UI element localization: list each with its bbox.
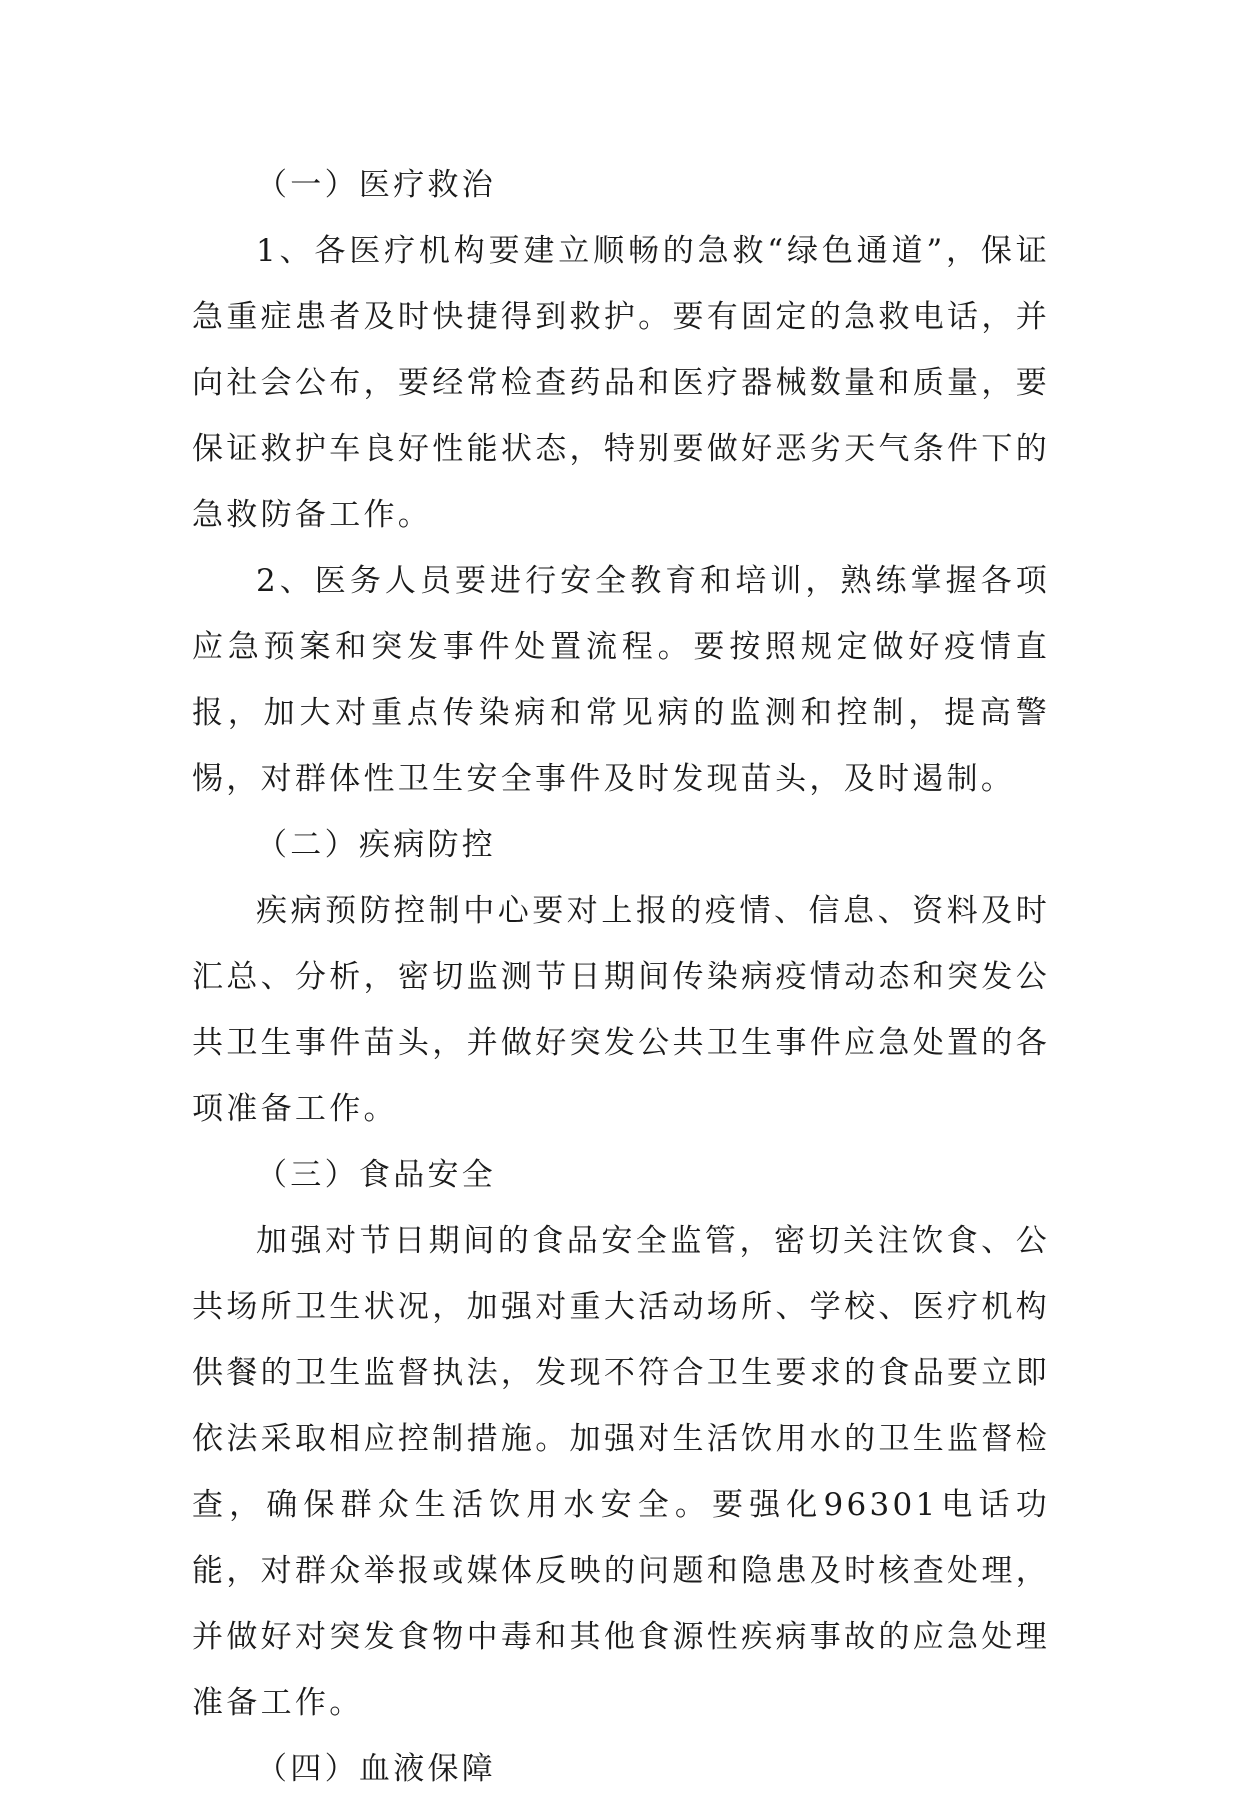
section-heading-disease-control: （二）疾病防控 (256, 827, 497, 863)
paragraph-staff-training: 2、医务人员要进行安全教育和培训，熟练掌握各项应急预案和突发事件处置流程。要按照规定做好疫情直报，加大对重点传染病和常见病的监测和控制，提高警惕，对群体性卫生安全事件及时发现苗头，及时遏制。 (192, 563, 1050, 797)
paragraph-emergency-channel: 1、各医疗机构要建立顺畅的急救“绿色通道”，保证急重症患者及时快捷得到救护。要有固定的急救电话，并向社会公布，要经常检查药品和医疗器械数量和质量，要保证救护车良好性能状态，特别要做好恶劣天气条件下的急救防备工作。 (192, 233, 1050, 533)
paragraph-food-supervision: 加强对节日期间的食品安全监管，密切关注饮食、公共场所卫生状况，加强对重大活动场所、学校、医疗机构供餐的卫生监督执法，发现不符合卫生要求的食品要立即依法采取相应控制措施。加强对生活饮用水的卫生监督检查，确保群众生活饮用水安全。要强化96301电话功能，对群众举报或媒体反映的问题和隐患及时核查处理，并做好对突发食物中毒和其他食源性疾病事故的应急处理准备工作。 (192, 1223, 1050, 1721)
section-heading-medical-treatment: （一）医疗救治 (256, 167, 497, 203)
section-heading-food-safety: （三）食品安全 (256, 1157, 497, 1193)
section-heading-blood-supply: （四）血液保障 (256, 1751, 497, 1787)
paragraph-cdc-monitoring: 疾病预防控制中心要对上报的疫情、信息、资料及时汇总、分析，密切监测节日期间传染病疫情动态和突发公共卫生事件苗头，并做好突发公共卫生事件应急处置的各项准备工作。 (192, 893, 1050, 1127)
document-body (192, 152, 1050, 1802)
